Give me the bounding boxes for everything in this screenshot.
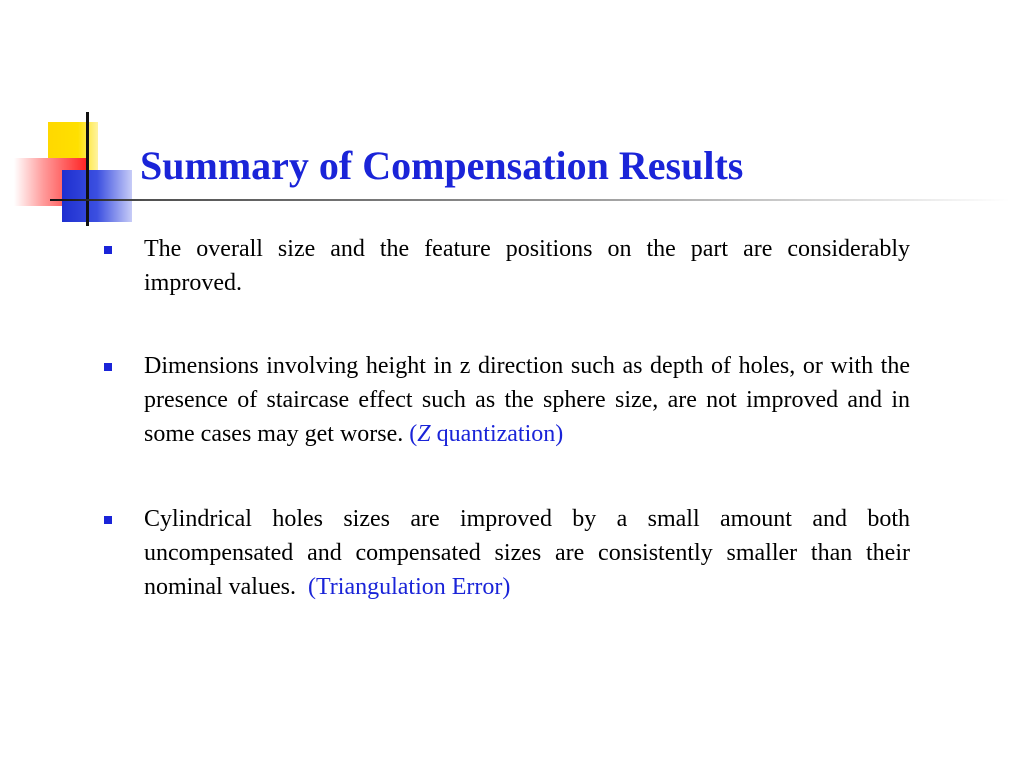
bullet-note: [409, 421, 563, 447]
title-decoration: [0, 0, 1024, 240]
square-bullet-icon: [104, 363, 112, 371]
bullet-list: [104, 232, 910, 604]
square-bullet-icon: [104, 246, 112, 254]
bullet-text: The overall size and the feature positions on the part are considerably improved.: [144, 236, 910, 296]
note-italic: Z: [417, 421, 431, 447]
bullet-item: [104, 349, 910, 451]
note-open: (: [409, 421, 418, 447]
blue-square-decoration: [62, 170, 132, 222]
vertical-rule: [86, 112, 89, 226]
square-bullet-icon: [104, 516, 112, 524]
bullet-note: [302, 574, 510, 600]
bullet-item: [104, 502, 910, 604]
slide-title: Summary of Compensation Results: [140, 143, 744, 188]
bullet-text: Dimensions involving height in z direction such as depth of holes, or with the presence of staircase effect such as the sphere size, are not improved and in some cases may get worse.: [144, 353, 910, 447]
bullet-text: Cylindrical holes sizes are improved by a small amount and both uncompensated and compensated sizes are consistently smaller than their nominal values.: [144, 506, 910, 600]
title-underline-rule: [50, 199, 1010, 201]
note-open: (Triangulation Error): [307, 574, 511, 600]
bullet-item: [104, 232, 910, 300]
note-rest: quantization): [430, 421, 564, 447]
